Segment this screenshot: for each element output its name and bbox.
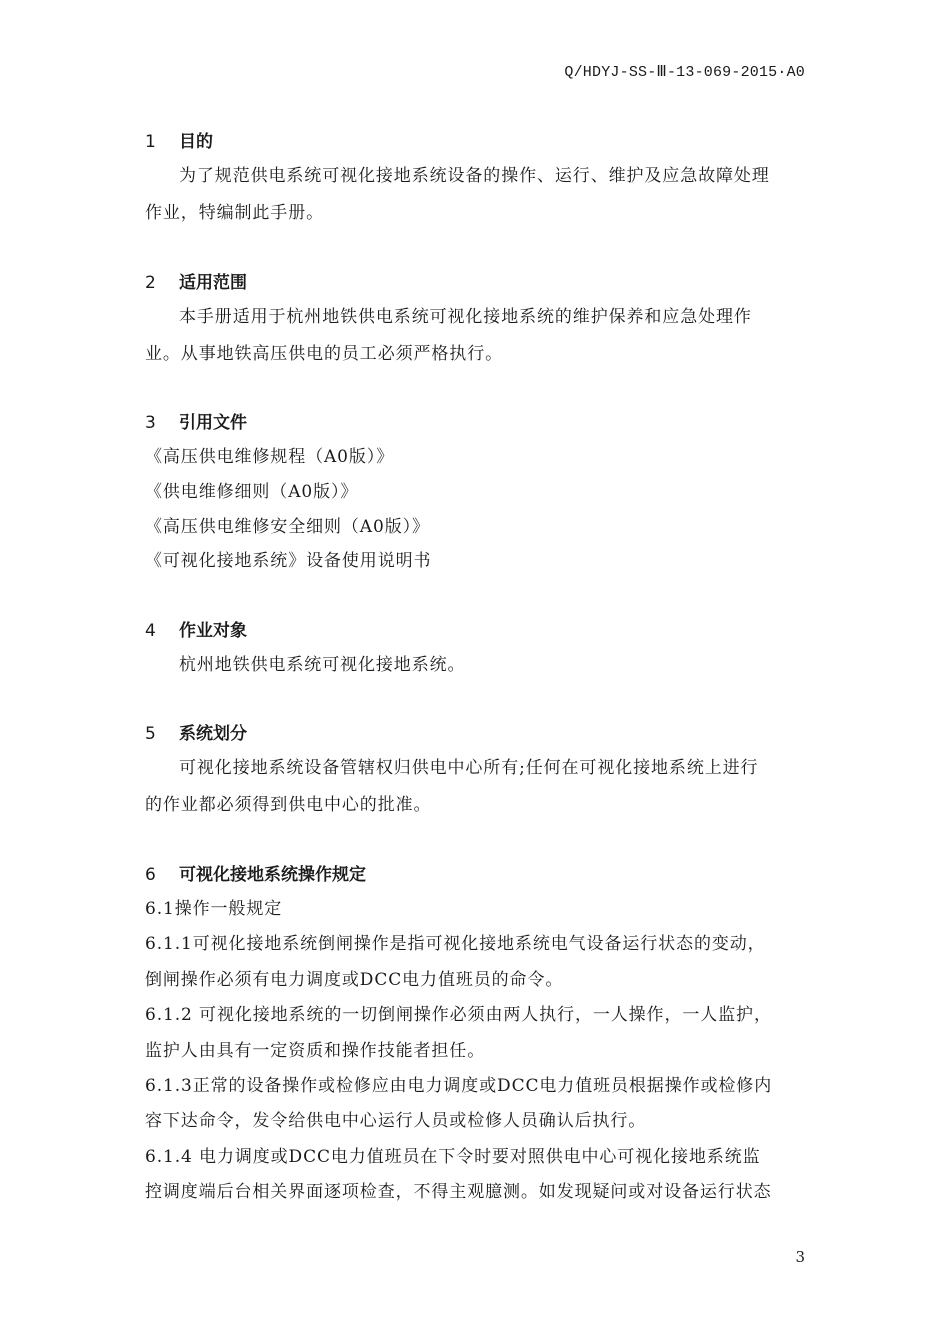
section-heading-1: [145, 127, 213, 152]
section-title: 系统划分: [179, 724, 247, 744]
paragraph-line: 作业，特编制此手册。: [145, 203, 324, 223]
paragraph-line: 6.1.4 电力调度或DCC电力值班员在下令时要对照供电中心可视化接地系统监: [145, 1147, 761, 1167]
section-number: 1: [145, 132, 156, 152]
section-heading-4: [145, 616, 247, 641]
section-title: 可视化接地系统操作规定: [179, 865, 366, 885]
paragraph-line: 本手册适用于杭州地铁供电系统可视化接地系统的维护保养和应急处理作: [179, 307, 752, 327]
paragraph-line: 容下达命令，发令给供电中心运行人员或检修人员确认后执行。: [145, 1111, 647, 1131]
paragraph-line: 可视化接地系统设备管辖权归供电中心所有;任何在可视化接地系统上进行: [179, 758, 759, 778]
paragraph-line: 6.1.3正常的设备操作或检修应由电力调度或DCC电力值班员根据操作或检修内: [145, 1076, 773, 1096]
paragraph-line: 6.1.2 可视化接地系统的一切倒闸操作必须由两人执行，一人操作，一人监护，: [145, 1005, 772, 1025]
paragraph-line: 6.1.1可视化接地系统倒闸操作是指可视化接地系统电气设备运行状态的变动，: [145, 934, 766, 954]
reference-item: 《高压供电维修规程（A0版）》: [145, 447, 395, 467]
subsection-title: 6.1操作一般规定: [145, 899, 283, 919]
section-number: 6: [145, 865, 156, 885]
section-heading-2: [145, 268, 247, 293]
section-heading-3: [145, 408, 247, 433]
reference-item: 《高压供电维修安全细则（A0版）》: [145, 517, 430, 537]
paragraph-line: 倒闸操作必须有电力调度或DCC电力值班员的命令。: [145, 970, 564, 990]
paragraph-line: 业。从事地铁高压供电的员工必须严格执行。: [145, 344, 503, 364]
section-heading-6: [145, 860, 366, 885]
paragraph-line: 控调度端后台相关界面逐项检查，不得主观臆测。如发现疑问或对设备运行状态: [145, 1182, 772, 1202]
section-number: 3: [145, 413, 156, 433]
document-code: Q/HDYJ-SS-Ⅲ-13-069-2015·A0: [564, 64, 805, 81]
section-number: 5: [145, 724, 156, 744]
paragraph-line: 杭州地铁供电系统可视化接地系统。: [179, 655, 466, 675]
section-heading-5: [145, 719, 247, 744]
paragraph-line: 为了规范供电系统可视化接地系统设备的操作、运行、维护及应急故障处理: [179, 166, 770, 186]
section-title: 适用范围: [179, 273, 247, 293]
reference-item: 《供电维修细则（A0版）》: [145, 482, 359, 502]
section-number: 2: [145, 273, 156, 293]
section-title: 目的: [179, 132, 213, 152]
paragraph-line: 监护人由具有一定资质和操作技能者担任。: [145, 1041, 486, 1061]
section-title: 作业对象: [179, 621, 247, 641]
section-title: 引用文件: [179, 413, 247, 433]
paragraph-line: 的作业都必须得到供电中心的批准。: [145, 795, 432, 815]
reference-item: 《可视化接地系统》设备使用说明书: [145, 551, 432, 571]
section-number: 4: [145, 621, 156, 641]
page-number: 3: [795, 1248, 805, 1266]
